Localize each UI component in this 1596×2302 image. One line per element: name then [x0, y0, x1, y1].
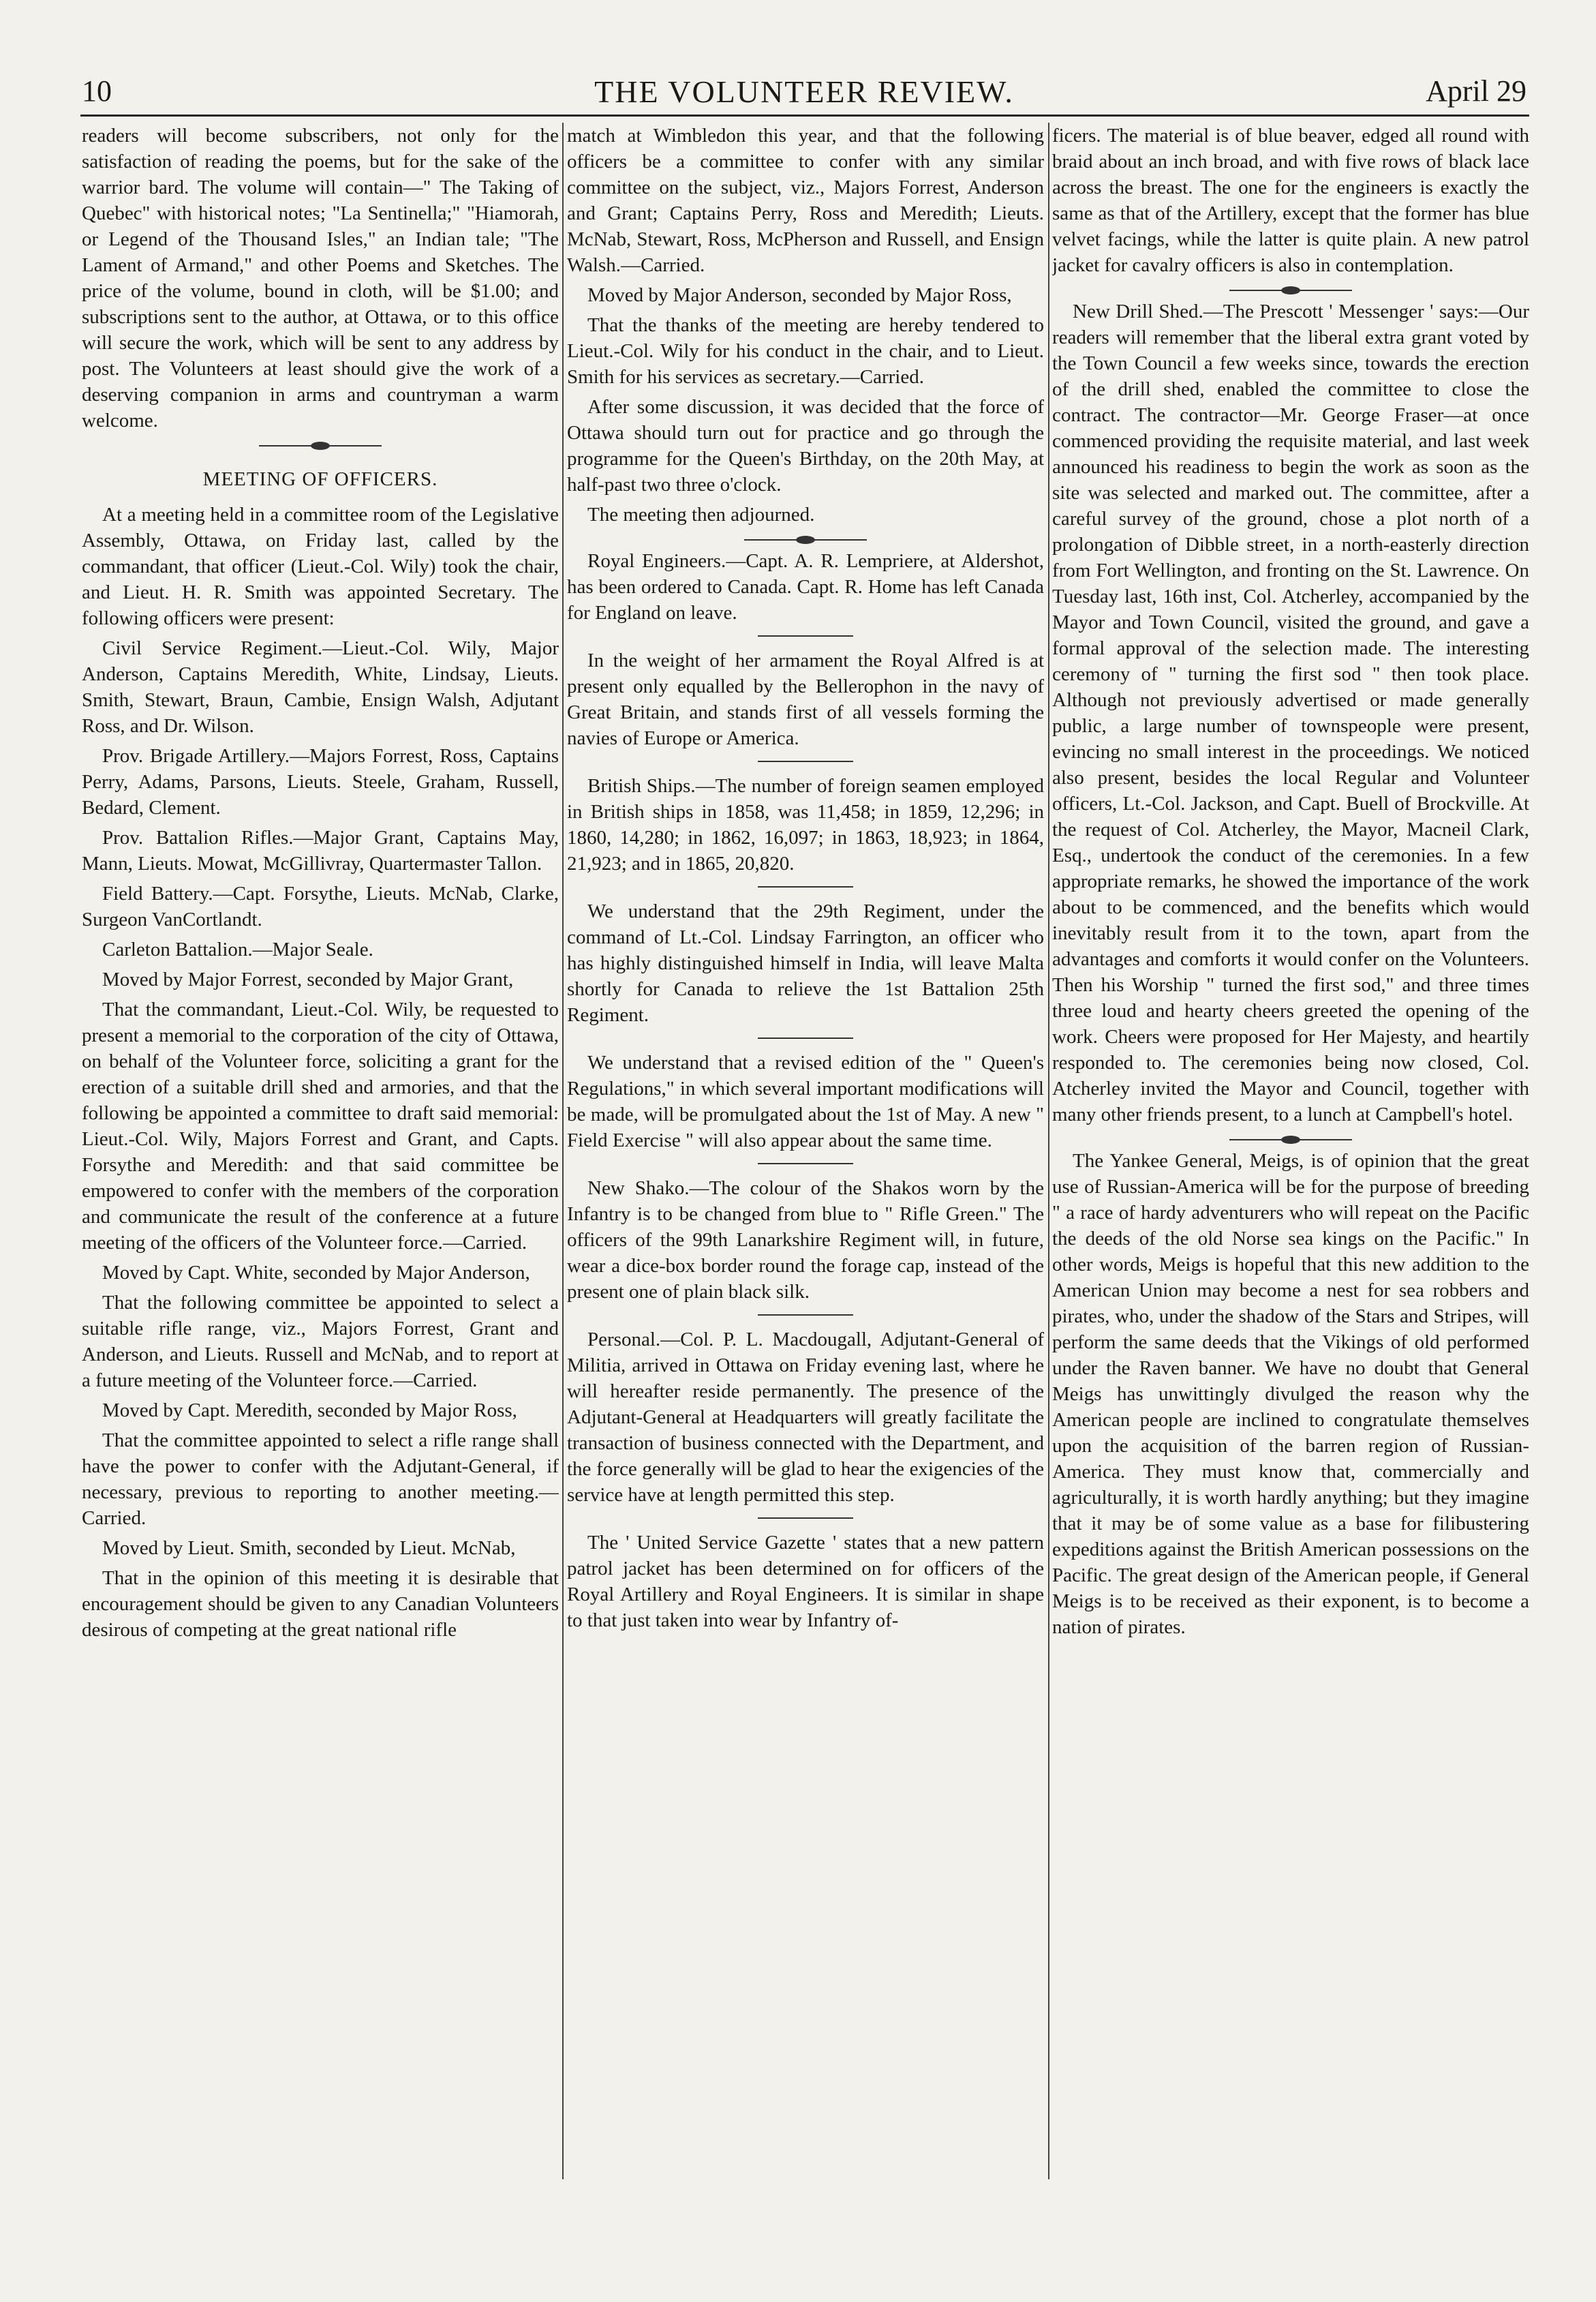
paragraph: Carleton Battalion.—Major Seale. [102, 939, 373, 960]
paragraph: Civil Service Regiment.—Lieut.-Col. Wily, Major Anderson, Captains Meredith, White, Lindsay, Lieuts. Smith, Stewart, Braun, Cambie, Ensign Walsh, Adjutant Ross, and Dr. Wilson. [82, 637, 559, 737]
paragraph: British Ships.—The number of foreign seamen employed in British ships in 1858, was 11,458; in 1859, 12,296; in 1860, 14,280; in 1862, 16,097; in 1863, 18,923; in 1864, 21,923; and in 1865, 20,820. [567, 775, 1044, 875]
short-rule [758, 1163, 853, 1164]
paragraph: Moved by Capt. White, seconded by Major Anderson, [102, 1262, 530, 1284]
paragraph: That the thanks of the meeting are hereby tendered to Lieut.-Col. Wily for his conduct in the chair, and to Lieut. Smith for his services as secretary.—Carried. [567, 314, 1044, 388]
short-rule [758, 635, 853, 637]
short-rule [758, 886, 853, 888]
paragraph: New Shako.—The colour of the Shakos worn by the Infantry is to be changed from blue to " Rifle Green." The officers of the 99th Lanarkshire Regiment will, in future, wear a dice-box border round the forage cap, instead of the present one of plain black silk. [567, 1177, 1044, 1303]
paragraph: Field Battery.—Capt. Forsythe, Lieuts. McNab, Clarke, Surgeon VanCortlandt. [82, 883, 559, 930]
ornamental-separator [567, 532, 1044, 548]
column-2 [567, 123, 1044, 2179]
issue-date: April 29 [1426, 74, 1526, 108]
ornamental-separator [1052, 1132, 1529, 1148]
paragraph: In the weight of her armament the Royal Alfred is at present only equalled by the Bellerophon in the navy of Great Britain, and stands first of all vessels forming the navies of Europe or America. [567, 650, 1044, 749]
short-rule [758, 1517, 853, 1519]
section-heading: MEETING OF OFFICERS. [202, 468, 438, 490]
ornamental-separator [1052, 282, 1529, 299]
column-divider [1048, 123, 1049, 2179]
paragraph: New Drill Shed.—The Prescott ' Messenger ' says:—Our readers will remember that the liberal extra grant voted by the Town Council a few weeks since, towards the erection of the drill shed, enabled the committee to close the contract. The contractor—Mr. George Fraser—at once commenced providing the requisite material, and last week announced his readiness to begin the work as soon as the site was selected and marked out. The committee, after a careful survey of the ground, chose a plot north of a prolongation of Dibble street, in a north-easterly direction from Fort Wellington, and fronting on the St. Lawrence. On Tuesday last, 16th inst, Col. Atcherley, accompanied by the Mayor and Town Council, visited the ground, and gave a formal approval of the selection made. The interesting ceremony of " turning the first sod " then took place. Although not previously advertised or made generally public, a large number of townspeople were present, evincing no small interest in the proceedings. We noticed also present, besides the local Regular and Volunteer officers, Lt.-Col. Jackson, and Capt. Buell of Brockville. At the request of Col. Atcherley, the Mayor, Macneil Clark, Esq., undertook the conduct of the ceremonies. In a few appropriate remarks, he showed the importance of the work about to be commenced, and the benefits which would inevitably result from it to the town, apart from the advantages and comforts it would confer on the Volunteers. Then his Worship " turned the first sod," and three times three loud and hearty cheers greeted the opening of the work. Cheers were proposed for Her Majesty, and heartily responded to. The ceremonies being now closed, Col. Atcherley invited the Mayor and Council, together with many other friends present, to a lunch at Campbell's hotel. [1052, 301, 1529, 1125]
paragraph: At a meeting held in a committee room of the Legislative Assembly, Ottawa, on Friday last, called by the commandant, that officer (Lieut.-Col. Wily) took the chair, and Lieut. H. R. Smith was appointed Secretary. The following officers were present: [82, 504, 559, 629]
column-divider [562, 123, 564, 2179]
paragraph: match at Wimbledon this year, and that the following officers be a committee to confer with any similar committee on the subject, viz., Majors Forrest, Anderson and Grant; Captains Perry, Ross and Meredith; Lieuts. McNab, Stewart, Ross, McPherson and Russell, and Ensign Walsh.—Carried. [567, 125, 1044, 276]
paragraph: Moved by Lieut. Smith, seconded by Lieut. McNab, [102, 1537, 516, 1559]
paragraph: Prov. Brigade Artillery.—Majors Forrest, Ross, Captains Perry, Adams, Parsons, Lieuts. Steele, Graham, Russell, Bedard, Clement. [82, 745, 559, 819]
paragraph: After some discussion, it was decided that the force of Ottawa should turn out for practice and go through the programme for the Queen's Birthday, on the 20th May, at half-past two three o'clock. [567, 396, 1044, 496]
paragraph: Moved by Capt. Meredith, seconded by Major Ross, [102, 1399, 517, 1421]
short-rule [758, 1038, 853, 1039]
ornamental-separator [82, 438, 559, 454]
page-number: 10 [82, 74, 112, 108]
paragraph: Royal Engineers.—Capt. A. R. Lempriere, at Aldershot, has been ordered to Canada. Capt. R. Home has left Canada for England on leave. [567, 550, 1044, 624]
short-rule [758, 1314, 853, 1316]
paragraph: The meeting then adjourned. [587, 504, 815, 526]
paragraph: That the following committee be appointed to select a suitable rifle range, viz., Majors Forrest, Grant and Anderson, and Lieuts. Russell and McNab, and to report at a future meeting of the Volunteer force.—Carried. [82, 1292, 559, 1391]
paragraph: The ' United Service Gazette ' states that a new pattern patrol jacket has been determined on for officers of the Royal Artillery and Royal Engineers. It is similar in shape to that just taken into wear by Infantry of- [567, 1532, 1044, 1631]
column-3 [1052, 123, 1529, 2179]
paragraph: Moved by Major Forrest, seconded by Major Grant, [102, 969, 514, 990]
paragraph: The Yankee General, Meigs, is of opinion that the great use of Russian-America will be for the purpose of breeding " a race of hardy adventurers who will repeat on the Pacific the deeds of the old Norse sea kings on the Pacific." In other words, Meigs is hopeful that this new addition to the American Union may become a nest for sea robbers and pirates, who, under the shadow of the Stars and Stripes, will perform the same deeds that the Vikings of old performed under the Raven banner. We have no doubt that General Meigs has unwittingly divulged the reason why the American people are inclined to congratulate themselves upon the acquisition of the barren region of Russian-America. They must know that, commercially and agriculturally, it is worth hardly anything; but they imagine that it may be of some value as a base for filibustering expeditions against the British American possessions on the Pacific. The great design of the American people, if General Meigs is to be received as their exponent, is to become a nation of pirates. [1052, 1150, 1529, 1638]
paragraph: readers will become subscribers, not only for the satisfaction of reading the poems, but for the sake of the warrior bard. The volume will contain—" The Taking of Quebec" with historical notes; "La Sentinella;" "Hiamorah, or Legend of the Thousand Isles," an Indian tale; "The Lament of Armand," and other Poems and Sketches. The price of the volume, bound in cloth, will be $1.00; and subscriptions sent to the author, at Ottawa, or to this office will secure the work, which will be sent to any address by post. The Volunteers at least should give the work of a deserving companion in arms and countryman a warm welcome. [82, 125, 559, 431]
paragraph: Moved by Major Anderson, seconded by Major Ross, [587, 284, 1012, 306]
short-rule [758, 761, 853, 762]
paragraph: Prov. Battalion Rifles.—Major Grant, Captains May, Mann, Lieuts. Mowat, McGillivray, Quartermaster Tallon. [82, 827, 559, 875]
paragraph: We understand that a revised edition of the " Queen's Regulations," in which several important modifications will be made, will be promulgated about the 1st of May. A new " Field Exercise " will also appear about the same time. [567, 1052, 1044, 1151]
paragraph: That the committee appointed to select a rifle range shall have the power to confer with the Adjutant-General, if necessary, previous to reporting to another meeting.—Carried. [82, 1429, 559, 1529]
publication-title: THE VOLUNTEER REVIEW. [594, 74, 1014, 109]
page-header [82, 74, 1526, 115]
paragraph: ficers. The material is of blue beaver, edged all round with braid about an inch broad, and with five rows of black lace across the breast. The one for the engineers is exactly the same as that of the Artillery, except that the former has blue velvet facings, while the latter is quite plain. A new patrol jacket for cavalry officers is also in contemplation. [1052, 125, 1529, 276]
paragraph: That in the opinion of this meeting it is desirable that encouragement should be given to any Canadian Volunteers desirous of competing at the great national rifle [82, 1567, 559, 1641]
paragraph: That the commandant, Lieut.-Col. Wily, be requested to present a memorial to the corporation of the city of Ottawa, on behalf of the Volunteer force, soliciting a grant for the erection of a suitable drill shed and armories, and that the following be appointed a committee to draft said memorial: Lieut.-Col. Wily, Majors Forrest and Grant, and Capts. Forsythe and Meredith: and that said committee be empowered to confer with the members of the corporation and communicate the result of the conference at a future meeting of the officers of the Volunteer force.—Carried. [82, 999, 559, 1254]
header-rule [80, 115, 1529, 117]
paragraph: Personal.—Col. P. L. Macdougall, Adjutant-General of Militia, arrived in Ottawa on Friday evening last, where he will hereafter reside permanently. The presence of the Adjutant-General at Headquarters will greatly facilitate the transaction of business connected with the Department, and the force generally will be glad to hear the exigencies of the service have at length permitted this step. [567, 1329, 1044, 1506]
paragraph: We understand that the 29th Regiment, under the command of Lt.-Col. Lindsay Farrington, an officer who has highly distinguished himself in India, will leave Malta shortly for Canada to relieve the 1st Battalion 25th Regiment. [567, 900, 1044, 1026]
column-1 [82, 123, 559, 2179]
